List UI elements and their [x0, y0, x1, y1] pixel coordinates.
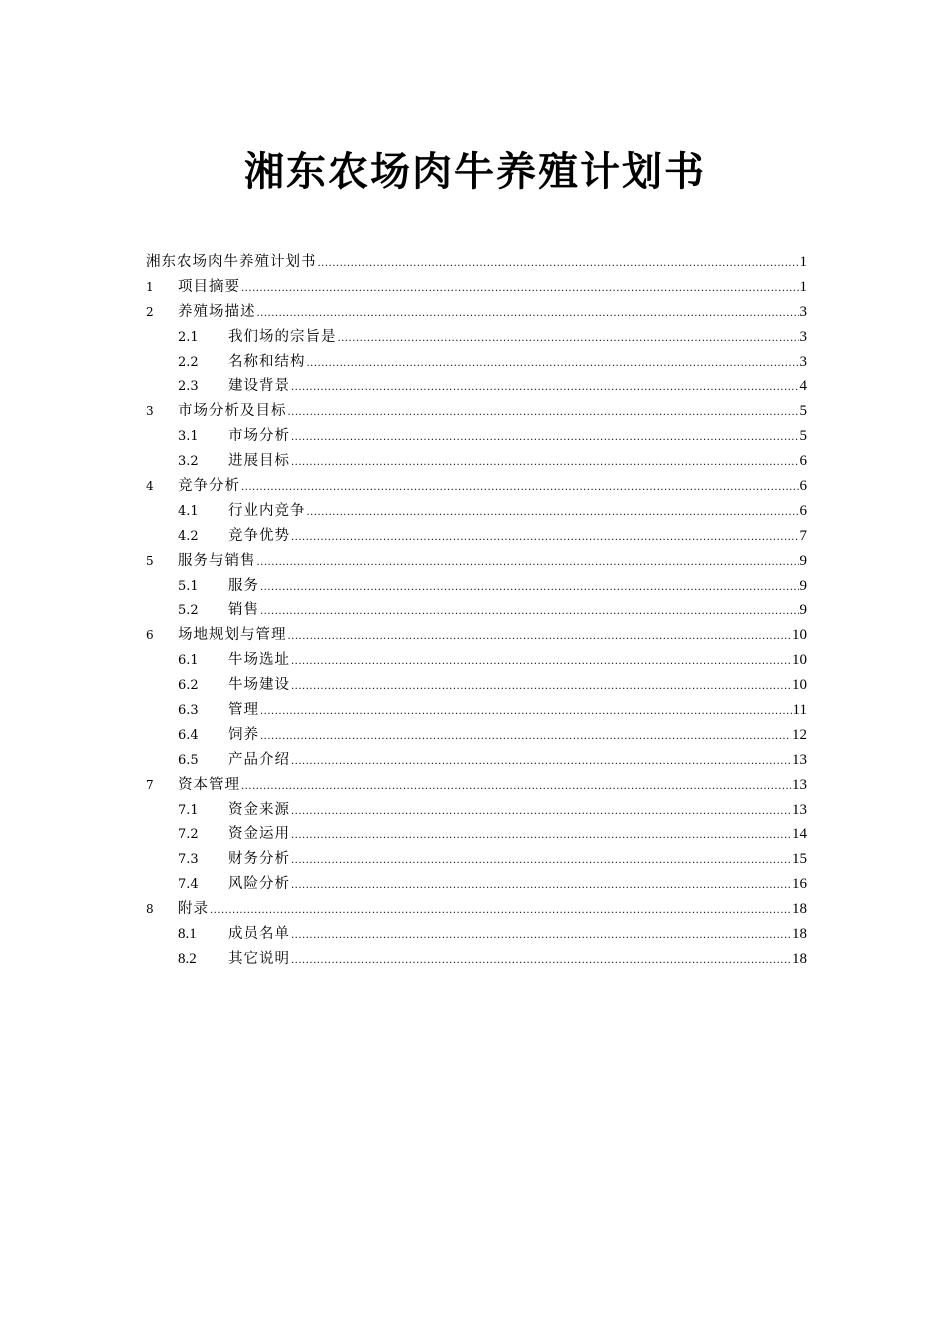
toc-entry-number: 7.2: [178, 827, 199, 843]
toc-entry-label: 资金来源: [228, 801, 290, 818]
toc-dot-leader: [257, 551, 799, 576]
toc-dot-leader: [307, 352, 799, 377]
toc-entry-label: 进展目标: [228, 453, 290, 470]
toc-entry-label: 竞争分析: [178, 478, 240, 495]
toc-dot-leader: [291, 650, 791, 675]
toc-entry-page: 18: [792, 901, 807, 918]
toc-entry-page: 11: [792, 702, 807, 719]
toc-entry-label: 我们场的宗旨是: [228, 328, 337, 345]
toc-entry[interactable]: [146, 773, 807, 798]
toc-entry-label: 名称和结构: [228, 353, 306, 370]
toc-entry-number: 6.3: [178, 703, 199, 719]
toc-entry[interactable]: [146, 623, 807, 648]
toc-entry[interactable]: [146, 847, 807, 872]
toc-entry[interactable]: [146, 524, 807, 549]
toc-entry-page: 10: [792, 677, 807, 694]
toc-entry-page: 9: [799, 577, 807, 594]
toc-entry-label: 牛场选址: [228, 652, 290, 669]
toc-dot-leader: [210, 899, 791, 924]
toc-dot-leader: [257, 302, 799, 327]
toc-entry-number: 2.3: [178, 379, 199, 395]
toc-entry[interactable]: [146, 822, 807, 847]
toc-entry-page: 15: [792, 851, 807, 868]
toc-dot-leader: [291, 924, 791, 949]
toc-entry-label: 服务: [228, 577, 259, 594]
toc-entry-page: 13: [792, 801, 807, 818]
toc-dot-leader: [260, 725, 791, 750]
toc-entry-label: 附录: [178, 901, 209, 918]
toc-entry-label: 市场分析及目标: [178, 403, 287, 420]
toc-entry-label: 项目摘要: [178, 278, 240, 295]
toc-entry[interactable]: [146, 947, 807, 972]
toc-entry-number: 2.1: [178, 329, 199, 345]
table-of-contents: [146, 250, 807, 972]
toc-entry-number: 8.1: [178, 926, 197, 943]
toc-dot-leader: [291, 824, 791, 849]
toc-entry[interactable]: [146, 499, 807, 524]
toc-entry-number: 7.3: [178, 852, 199, 868]
toc-entry-number: 6.4: [178, 727, 199, 743]
toc-entry[interactable]: [146, 798, 807, 823]
toc-entry-number: 8: [146, 902, 154, 917]
toc-entry-page: 1: [799, 254, 807, 270]
toc-entry[interactable]: [146, 723, 807, 748]
toc-entry-number: 2.2: [178, 354, 199, 370]
toc-dot-leader: [291, 750, 791, 775]
toc-entry-label: 资金运用: [228, 826, 290, 843]
toc-entry-number: 6.2: [178, 678, 199, 694]
toc-dot-leader: [291, 849, 791, 874]
toc-entry-label: 资本管理: [178, 776, 240, 793]
toc-dot-leader: [291, 949, 791, 974]
toc-entry[interactable]: [146, 897, 807, 922]
toc-entry-label: 市场分析: [228, 428, 290, 445]
toc-entry-page: 16: [792, 876, 807, 893]
toc-entry[interactable]: [146, 872, 807, 897]
toc-entry[interactable]: [146, 922, 807, 947]
toc-entry[interactable]: [146, 474, 807, 499]
toc-entry-number: 7.1: [178, 802, 199, 818]
toc-dot-leader: [241, 277, 799, 302]
toc-entry-page: 6: [799, 478, 807, 495]
toc-entry-label: 湘东农场肉牛养殖计划书: [146, 254, 317, 270]
toc-entry-label: 风险分析: [228, 876, 290, 893]
toc-entry-page: 7: [799, 527, 807, 544]
toc-entry-label: 场地规划与管理: [178, 627, 287, 644]
toc-entry[interactable]: [146, 300, 807, 325]
toc-entry-number: 7: [146, 777, 154, 792]
toc-entry[interactable]: [146, 275, 807, 300]
toc-entry-page: 18: [792, 926, 807, 943]
toc-entry[interactable]: [146, 598, 807, 623]
toc-entry-label: 管理: [228, 702, 259, 719]
toc-dot-leader: [291, 800, 791, 825]
toc-entry-label: 其它说明: [228, 950, 290, 967]
toc-entry-page: 10: [792, 652, 807, 669]
toc-entry-page: 9: [799, 552, 807, 569]
toc-dot-leader: [241, 775, 791, 800]
toc-entry-number: 6: [146, 628, 154, 643]
toc-dot-leader: [291, 675, 791, 700]
toc-entry-label: 成员名单: [228, 926, 290, 943]
toc-entry[interactable]: [146, 673, 807, 698]
toc-entry-label: 牛场建设: [228, 677, 290, 694]
toc-entry-page: 4: [799, 378, 807, 395]
toc-entry-number: 4.2: [178, 528, 199, 544]
toc-entry[interactable]: [146, 549, 807, 574]
toc-entry-page: 5: [799, 403, 807, 420]
toc-dot-leader: [338, 327, 799, 352]
toc-entry[interactable]: [146, 325, 807, 350]
toc-dot-leader: [260, 576, 799, 601]
toc-entry-page: 12: [792, 726, 807, 743]
toc-entry[interactable]: [146, 399, 807, 424]
toc-dot-leader: [260, 700, 792, 725]
document-title: 湘东农场肉牛养殖计划书: [244, 148, 706, 195]
toc-dot-leader: [291, 376, 799, 401]
toc-entry-number: 8.2: [178, 950, 197, 967]
toc-entry-page: 1: [799, 278, 807, 295]
toc-entry-number: 3.2: [178, 454, 199, 470]
toc-entry-number: 6.5: [178, 752, 199, 768]
toc-entry-number: 3: [146, 404, 154, 419]
toc-entry-number: 2: [146, 304, 154, 319]
toc-entry-page: 6: [799, 453, 807, 470]
toc-entry-page: 13: [792, 751, 807, 768]
toc-entry-number: 6.1: [178, 653, 199, 669]
toc-entry-page: 3: [799, 353, 807, 370]
toc-entry-number: 4.1: [178, 503, 199, 519]
toc-entry[interactable]: [146, 449, 807, 474]
toc-entry[interactable]: [146, 374, 807, 399]
toc-entry-label: 行业内竞争: [228, 502, 306, 519]
toc-entry[interactable]: [146, 350, 807, 375]
toc-entry-label: 建设背景: [228, 378, 290, 395]
toc-entry-label: 销售: [228, 602, 259, 619]
toc-entry-page: 3: [799, 303, 807, 320]
toc-entry-page: 18: [792, 950, 807, 967]
toc-entry-number: 5: [146, 553, 154, 568]
toc-entry-page: 5: [799, 428, 807, 445]
toc-entry[interactable]: [146, 250, 807, 275]
toc-dot-leader: [307, 501, 799, 526]
toc-entry-label: 服务与销售: [178, 552, 256, 569]
toc-entry-number: 7.4: [178, 877, 199, 893]
toc-entry-label: 养殖场描述: [178, 303, 256, 320]
toc-entry-page: 10: [792, 627, 807, 644]
toc-dot-leader: [291, 874, 791, 899]
toc-entry-label: 竞争优势: [228, 527, 290, 544]
toc-entry-page: 6: [799, 502, 807, 519]
toc-entry-number: 5.2: [178, 603, 199, 619]
toc-entry-number: 5.1: [178, 578, 199, 594]
toc-entry[interactable]: [146, 574, 807, 599]
toc-dot-leader: [291, 426, 799, 451]
toc-entry-number: 3.1: [178, 429, 199, 445]
toc-entry-label: 产品介绍: [228, 751, 290, 768]
toc-dot-leader: [291, 526, 799, 551]
toc-entry-number: 1: [146, 279, 154, 294]
toc-dot-leader: [241, 476, 799, 501]
toc-dot-leader: [318, 252, 799, 277]
toc-entry-label: 财务分析: [228, 851, 290, 868]
toc-dot-leader: [291, 451, 799, 476]
toc-entry-page: 13: [792, 776, 807, 793]
toc-entry[interactable]: [146, 698, 807, 723]
toc-entry-page: 3: [799, 328, 807, 345]
toc-dot-leader: [260, 600, 799, 625]
toc-entry[interactable]: [146, 648, 807, 673]
toc-dot-leader: [288, 625, 792, 650]
toc-entry[interactable]: [146, 748, 807, 773]
toc-dot-leader: [288, 401, 799, 426]
toc-entry-number: 4: [146, 479, 154, 494]
toc-entry-page: 9: [799, 602, 807, 619]
toc-entry[interactable]: [146, 424, 807, 449]
toc-entry-page: 14: [792, 826, 807, 843]
toc-entry-label: 饲养: [228, 726, 259, 743]
